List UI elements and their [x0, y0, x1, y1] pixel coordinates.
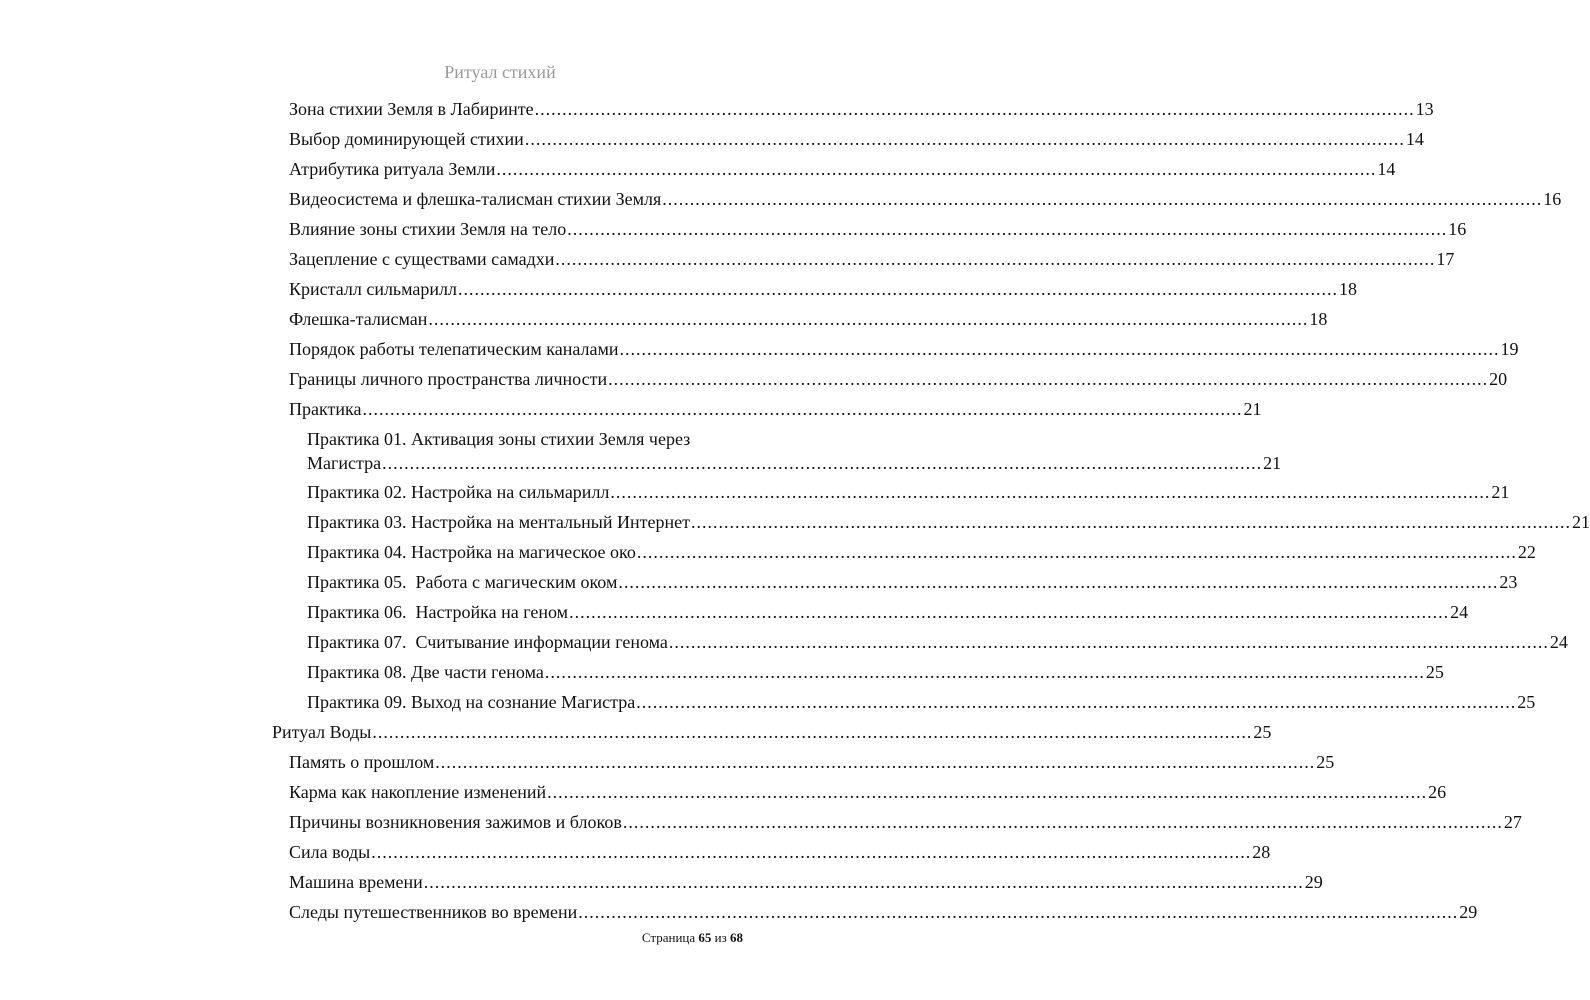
dot-leader: ................................................................................................................................................................ [618, 572, 1499, 592]
dot-leader: ................................................................................................................................................................ [578, 902, 1459, 922]
toc-entry-title: Флешка-талисман [289, 309, 428, 329]
toc-entry-title: Атрибутика ритуала Земли [289, 159, 496, 179]
toc-entry-title: Влияние зоны стихии Земля на тело [289, 219, 567, 239]
toc-entry-title: Сила воды [289, 842, 371, 862]
dot-leader: ................................................................................................................................................................ [610, 482, 1491, 502]
dot-leader: ................................................................................................................................................................ [496, 159, 1377, 179]
toc-entry-title: Ритуал Воды [272, 722, 372, 742]
toc-entry-title: Зацепление с существами самадхи [289, 249, 555, 269]
dot-leader: ................................................................................................................................................................ [435, 752, 1316, 772]
toc-entry-page: 21 [1572, 512, 1590, 532]
toc-entry-title: Практика [289, 399, 362, 419]
toc-entry-page: 25 [1517, 692, 1536, 712]
toc-entry-page: 27 [1503, 812, 1522, 832]
dot-leader: ................................................................................................................................................................ [544, 662, 1425, 682]
toc-entry-title: Практика 04. Настройка на магическое око [307, 542, 636, 562]
dot-leader: ................................................................................................................................................................ [524, 129, 1405, 149]
dot-leader: ................................................................................................................................................................ [555, 249, 1436, 269]
toc-entry-page: 22 [1517, 542, 1536, 562]
toc-entry-page: 28 [1252, 842, 1271, 862]
toc-entry-page: 26 [1428, 782, 1447, 802]
toc-entry-title: Выбор доминирующей стихии [289, 129, 524, 149]
toc-entry-page: 21 [1491, 482, 1510, 502]
dot-leader: ................................................................................................................................................................ [458, 279, 1338, 299]
toc-entry-title: Практика 03. Настройка на ментальный Интернет [307, 512, 691, 532]
toc-entry-page: 17 [1436, 249, 1455, 269]
dot-leader: ................................................................................................................................................................ [423, 872, 1304, 892]
dot-leader: ................................................................................................................................................................ [691, 512, 1572, 532]
toc-entry-title: Кристалл сильмарилл [289, 279, 457, 299]
toc-entry-title: Границы личного пространства личности [289, 369, 608, 389]
toc-entry-page: 20 [1489, 369, 1508, 389]
page-counter-label: Страница [641, 930, 696, 945]
toc-entry-title: Следы путешественников во времени [289, 902, 578, 922]
toc-entry-title-line1: Практика 01. Активация зоны стихии Земля через [307, 429, 691, 449]
toc-entry-page: 13 [1415, 99, 1434, 119]
page-counter-separator: из [714, 930, 727, 945]
toc-entry-page: 14 [1377, 159, 1396, 179]
dot-leader: ................................................................................................................................................................ [662, 189, 1543, 209]
toc-entry-page: 23 [1499, 572, 1518, 592]
toc-entry-title: Видеосистема и флешка-талисман стихии Земля [289, 189, 662, 209]
toc-entry-page: 18 [1309, 309, 1328, 329]
current-page-number: 65 [698, 930, 712, 945]
toc-entry-title: Причины возникновения зажимов и блоков [289, 812, 622, 832]
toc-entry-title: Практика 09. Выход на сознание Магистра [307, 692, 636, 712]
running-header: Ритуал стихий [444, 62, 556, 82]
toc-entry-page: 24 [1549, 632, 1568, 652]
toc-entry-title: Практика 06. Настройка на геном [307, 602, 569, 622]
toc-entry-title: Память о прошлом [289, 752, 435, 772]
toc-entry-page: 29 [1304, 872, 1323, 892]
dot-leader: ................................................................................................................................................................ [534, 99, 1415, 119]
toc-entry-title: Магистра [307, 453, 382, 473]
dot-leader: ................................................................................................................................................................ [371, 842, 1252, 862]
toc-entry-page: 25 [1425, 662, 1444, 682]
toc-entry-page: 16 [1543, 189, 1562, 209]
dot-leader: ................................................................................................................................................................ [619, 339, 1500, 359]
toc-entry-title: Практика 02. Настройка на сильмарилл [307, 482, 610, 502]
dot-leader: ................................................................................................................................................................ [569, 602, 1450, 622]
dot-leader: ................................................................................................................................................................ [382, 453, 1263, 473]
toc-entry-title: Практика 05. Работа с магическим оком [307, 572, 618, 592]
dot-leader: ................................................................................................................................................................ [668, 632, 1549, 652]
toc-entry-page: 24 [1450, 602, 1469, 622]
toc-entry-title: Карма как накопление изменений [289, 782, 547, 802]
dot-leader: ................................................................................................................................................................ [547, 782, 1428, 802]
toc-entry-page: 18 [1339, 279, 1357, 299]
page-counter [642, 930, 743, 946]
toc-entry-title: Практика 07. Считывание информации генома [307, 632, 668, 652]
toc-entry-title: Порядок работы телепатическим каналами [289, 339, 619, 359]
toc-entry-title: Машина времени [289, 872, 423, 892]
toc-entry-page: 21 [1243, 399, 1262, 419]
toc-entry-page: 21 [1263, 453, 1282, 473]
toc-entry-page: 25 [1253, 722, 1272, 742]
toc-entry-title: Практика 08. Две части генома [307, 662, 544, 682]
dot-leader: ................................................................................................................................................................ [567, 219, 1448, 239]
toc-entry-page: 16 [1448, 219, 1467, 239]
toc-entry-page: 29 [1459, 902, 1478, 922]
toc-entry-page: 19 [1500, 339, 1519, 359]
dot-leader: ................................................................................................................................................................ [372, 722, 1253, 742]
toc-entry-title: Зона стихии Земля в Лабиринте [289, 99, 534, 119]
dot-leader: ................................................................................................................................................................ [622, 812, 1503, 832]
dot-leader: ................................................................................................................................................................ [636, 692, 1517, 712]
dot-leader: ................................................................................................................................................................ [428, 309, 1309, 329]
dot-leader: ................................................................................................................................................................ [636, 542, 1517, 562]
dot-leader: ................................................................................................................................................................ [362, 399, 1243, 419]
dot-leader: ................................................................................................................................................................ [608, 369, 1489, 389]
toc-entry-page: 25 [1316, 752, 1335, 772]
toc-entry-page: 14 [1405, 129, 1424, 149]
total-pages-number: 68 [730, 930, 743, 945]
